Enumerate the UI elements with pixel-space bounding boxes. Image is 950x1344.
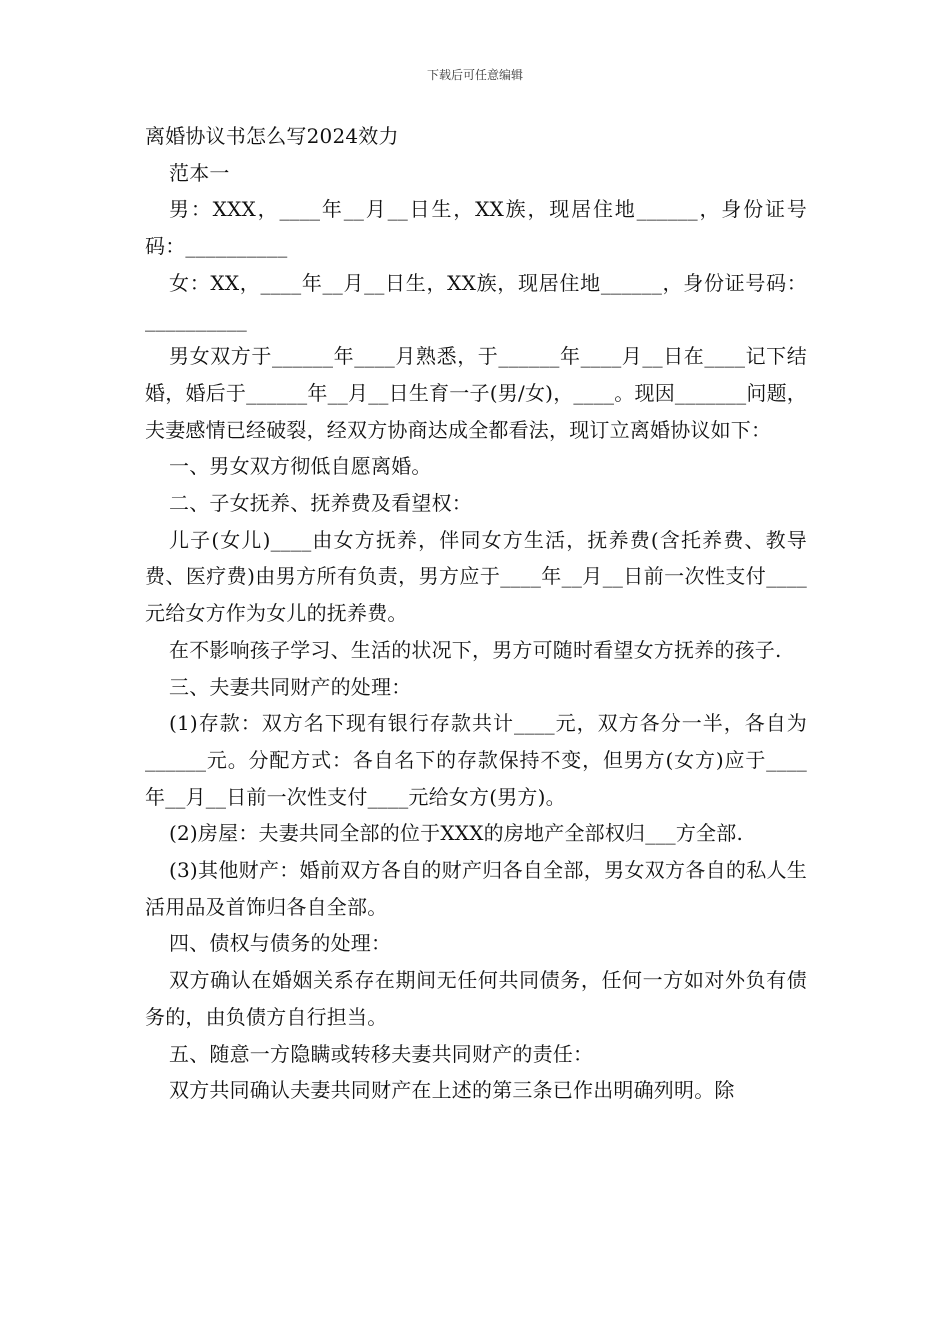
document-body bbox=[145, 118, 807, 1109]
paragraph-house: (2)房屋：夫妻共同全部的位于XXX的房地产全部权归___方全部. bbox=[169, 821, 744, 846]
paragraph-visitation: 在不影响孩子学习、生活的状况下，男方可随时看望女方抚养的孩子. bbox=[169, 637, 782, 662]
paragraph-background: 男女双方于______年____月熟悉，于______年____月__日在____记下结婚，婚后于______年__月__日生育一子(男/女)，____。现因_______问题，夫妻感情已经破裂，经双方协商达成全都看法，现订立离婚协议如下： bbox=[145, 344, 807, 442]
section-heading-4: 四、债权与债务的处理： bbox=[169, 931, 392, 956]
section-heading-3: 三、夫妻共同财产的处理： bbox=[169, 674, 412, 699]
paragraph-debts: 双方确认在婚姻关系存在期间无任何共同债务，任何一方如对外负有债务的，由负债方自行担当。 bbox=[145, 968, 807, 1029]
paragraph-male-party: 男：XXX，____年__月__日生，XX族，现居住地______，身份证号码：__________ bbox=[145, 197, 807, 259]
paragraph-female-party: 女：XX，____年__月__日生，XX族，现居住地______，身份证号码：__________ bbox=[145, 270, 807, 332]
section-heading-2: 二、子女抚养、抚养费及看望权： bbox=[169, 491, 472, 516]
section-heading-5: 五、随意一方隐瞒或转移夫妻共同财产的责任： bbox=[169, 1041, 594, 1066]
paragraph-concealment: 双方共同确认夫妻共同财产在上述的第三条已作出明确列明。除 bbox=[169, 1078, 735, 1103]
paragraph-template-label: 范本一 bbox=[169, 160, 230, 185]
document-title: 离婚协议书怎么写2024效力 bbox=[145, 124, 399, 148]
paragraph-deposits: (1)存款：双方名下现有银行存款共计____元，双方各分一半，各自为______元。分配方式：各自名下的存款保持不变，但男方(女方)应于____年__月__日前一次性支付____元给女方(男方)。 bbox=[145, 711, 807, 809]
paragraph-child-custody: 儿子(女儿)____由女方抚养，伴同女方生活，抚养费(含托养费、教导费、医疗费)由男方所有负责，男方应于____年__月__日前一次性支付____元给女方作为女儿的抚养费。 bbox=[145, 527, 807, 626]
page-header-note: 下载后可任意编辑 bbox=[426, 68, 523, 82]
section-heading-1: 一、男女双方彻低自愿离婚。 bbox=[169, 454, 432, 479]
paragraph-other-property: (3)其他财产：婚前双方各自的财产归各自全部，男女双方各自的私人生活用品及首饰归各自全部。 bbox=[145, 858, 807, 919]
